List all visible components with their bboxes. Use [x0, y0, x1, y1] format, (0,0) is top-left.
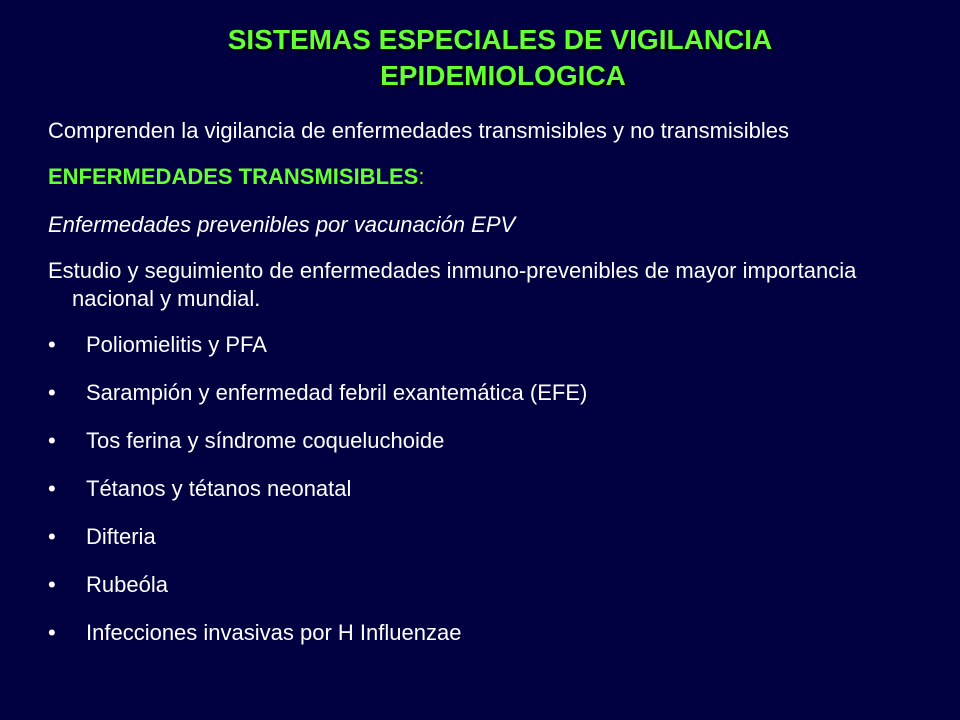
list-item-text: Sarampión y enfermedad febril exantemática (EFE): [86, 380, 588, 405]
section-heading-text: ENFERMEDADES TRANSMISIBLES: [48, 164, 419, 189]
section-heading: [48, 163, 928, 191]
bullet-list: [48, 331, 928, 647]
bullet-icon: •: [48, 620, 56, 645]
list-item: [48, 379, 928, 407]
bullet-icon: •: [48, 380, 56, 405]
list-item: [48, 523, 928, 551]
bullet-icon: •: [48, 476, 56, 501]
list-item: [48, 331, 928, 359]
list-item-text: Poliomielitis y PFA: [86, 332, 267, 357]
slide-title-line-2: EPIDEMIOLOGICA: [380, 60, 626, 91]
intro-paragraph: Comprenden la vigilancia de enfermedades transmisibles y no transmisibles: [48, 118, 790, 143]
bullet-icon: •: [48, 524, 56, 549]
list-item: [48, 427, 928, 455]
bullet-icon: •: [48, 428, 56, 453]
bullet-icon: •: [48, 572, 56, 597]
list-item-text: Tétanos y tétanos neonatal: [86, 476, 352, 501]
slide-title: [150, 22, 850, 94]
list-item-text: Rubeóla: [86, 572, 168, 597]
slide-title-line-1: SISTEMAS ESPECIALES DE VIGILANCIA: [227, 24, 773, 55]
list-item-text: Tos ferina y síndrome coqueluchoide: [86, 428, 445, 453]
list-item-text: Infecciones invasivas por H Influenzae: [86, 620, 462, 645]
section-heading-colon: :: [418, 164, 425, 189]
slide-body: [48, 117, 928, 667]
list-item-text: Difteria: [86, 524, 156, 549]
bullet-icon: •: [48, 332, 56, 357]
list-item: [48, 571, 928, 599]
list-item: [48, 475, 928, 503]
description-paragraph: Estudio y seguimiento de enfermedades inmuno-prevenibles de mayor importancia nacional y mundial.: [48, 258, 857, 311]
list-item: [48, 619, 928, 647]
subheading: Enfermedades prevenibles por vacunación EPV: [48, 212, 516, 237]
